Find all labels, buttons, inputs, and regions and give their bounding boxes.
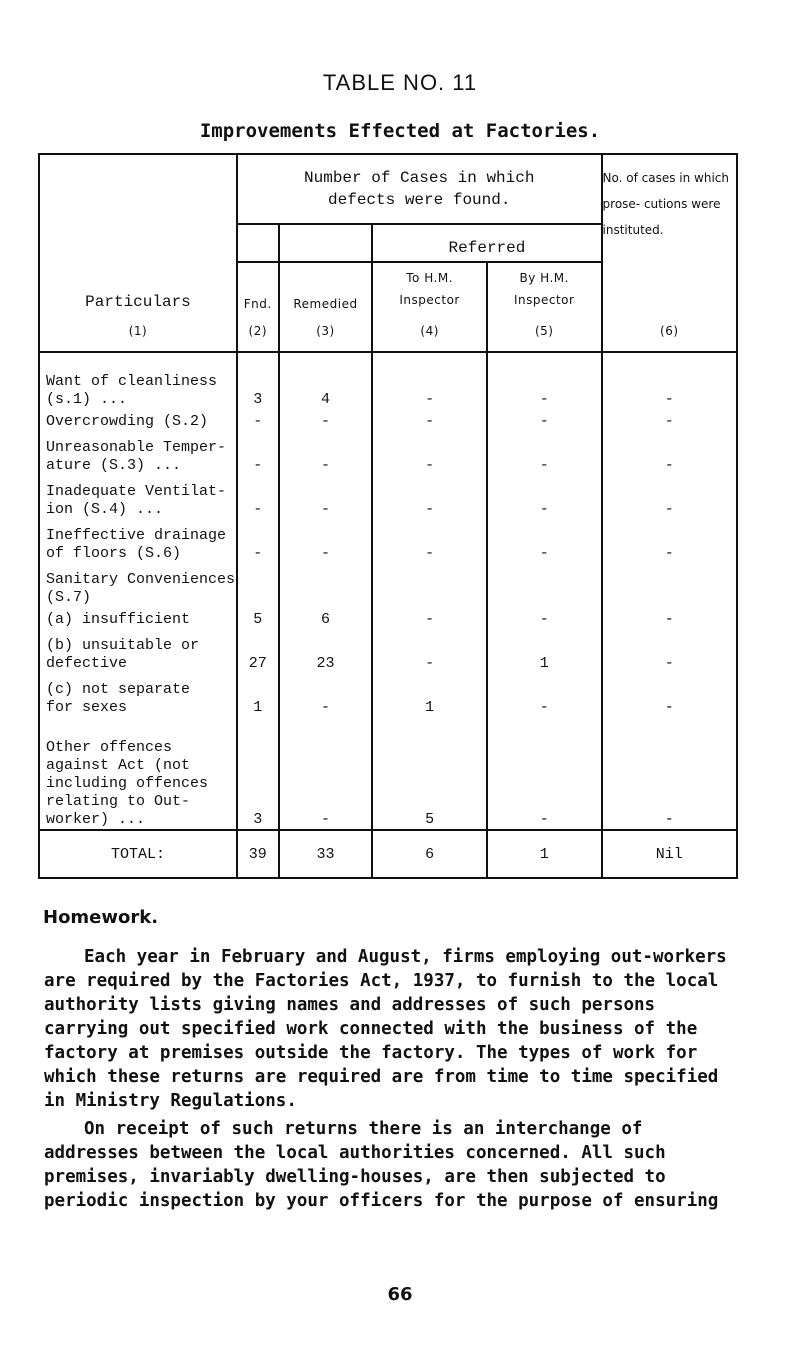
row-prosecutions: - [602, 519, 737, 563]
col-number-5: (5) [487, 311, 602, 352]
row-remedied: 4 [279, 352, 373, 409]
row-prosecutions: - [602, 607, 737, 629]
referred-header: Referred [372, 224, 601, 262]
row-by-hm: - [487, 519, 602, 563]
row-particular: Inadequate Ventilat- ion (S.4) ... [39, 475, 237, 519]
table-title: TABLE NO. 11 [322, 70, 478, 95]
particulars-header: Particulars [39, 154, 237, 311]
row-remedied: - [279, 519, 373, 563]
row-particular: (b) unsuitable or defective [39, 629, 237, 673]
page-number: 66 [387, 1284, 413, 1305]
row-to-hm: - [372, 409, 487, 431]
table-row [39, 673, 737, 717]
row-fnd: 27 [237, 629, 279, 673]
row-fnd: - [237, 519, 279, 563]
total-fnd: 39 [237, 830, 279, 878]
row-to-hm: 1 [372, 673, 487, 717]
row-fnd: - [237, 431, 279, 475]
row-prosecutions [602, 563, 737, 607]
row-remedied: - [279, 431, 373, 475]
row-to-hm: 5 [372, 717, 487, 830]
row-fnd: - [237, 409, 279, 431]
by-hm-inspector-header: By H.M. Inspector [487, 262, 602, 311]
fnd-header: Fnd. [237, 262, 279, 311]
total-prosecutions: Nil [602, 830, 737, 878]
row-remedied: - [279, 717, 373, 830]
row-particular: Ineffective drainage of floors (S.6) [39, 519, 237, 563]
row-to-hm: - [372, 519, 487, 563]
row-remedied: - [279, 475, 373, 519]
row-fnd: 3 [237, 352, 279, 409]
row-by-hm: - [487, 475, 602, 519]
row-remedied: - [279, 673, 373, 717]
col-number-2: (2) [237, 311, 279, 352]
row-fnd: 5 [237, 607, 279, 629]
row-by-hm: - [487, 431, 602, 475]
table-row [39, 352, 737, 409]
row-fnd: 1 [237, 673, 279, 717]
homework-paragraph-2: On receipt of such returns there is an interchange of addresses between the local authorities concerned. All such premises, invariably dwelling-houses, are then subjected to periodic inspection by your officers for the purpose of ensuring [44, 1119, 719, 1211]
row-by-hm: - [487, 352, 602, 409]
blank-cell [237, 224, 279, 262]
row-particular: (a) insufficient [39, 607, 237, 629]
col-number-6: (6) [602, 311, 737, 352]
row-to-hm: - [372, 431, 487, 475]
row-prosecutions: - [602, 475, 737, 519]
number-of-cases-header: Number of Cases in which defects were found. [237, 154, 602, 224]
remedied-header: Remedied [279, 262, 373, 311]
total-by-hm: 1 [487, 830, 602, 878]
table-row [39, 629, 737, 673]
col-number-4: (4) [372, 311, 487, 352]
improvements-table [38, 153, 738, 879]
homework-paragraph-1: Each year in February and August, firms employing out-workers are required by the Factories Act, 1937, to furnish to the local authority lists giving names and addresses of such persons carrying out specified work connected with the business of the factory at premises outside the factory. The types of work for which these returns are required are from time to time specified in Ministry Regulations. [44, 947, 727, 1111]
row-by-hm: 1 [487, 629, 602, 673]
total-remedied: 33 [279, 830, 373, 878]
row-prosecutions: - [602, 409, 737, 431]
row-by-hm: - [487, 673, 602, 717]
row-particular: Overcrowding (S.2) [39, 409, 237, 431]
blank-cell [279, 224, 373, 262]
row-to-hm: - [372, 629, 487, 673]
table-row [39, 563, 737, 607]
row-remedied [279, 563, 373, 607]
row-to-hm: - [372, 352, 487, 409]
row-fnd [237, 563, 279, 607]
row-particular: Unreasonable Temper- ature (S.3) ... [39, 431, 237, 475]
to-hm-inspector-header: To H.M. Inspector [372, 262, 487, 311]
row-prosecutions: - [602, 352, 737, 409]
col-number-1: (1) [39, 311, 237, 352]
table-row [39, 431, 737, 475]
row-fnd: - [237, 475, 279, 519]
prosecutions-header: No. of cases in which prose- cutions were instituted. [602, 154, 737, 311]
row-prosecutions: - [602, 629, 737, 673]
table-row [39, 607, 737, 629]
homework-heading: Homework. [43, 907, 159, 928]
table-row [39, 475, 737, 519]
table-subtitle: Improvements Effected at Factories. [199, 120, 601, 142]
col-number-3: (3) [279, 311, 373, 352]
row-to-hm [372, 563, 487, 607]
row-particular: Want of cleanliness (s.1) ... [39, 352, 237, 409]
row-remedied: - [279, 409, 373, 431]
row-prosecutions: - [602, 717, 737, 830]
row-by-hm: - [487, 409, 602, 431]
row-by-hm: - [487, 717, 602, 830]
row-remedied: 6 [279, 607, 373, 629]
row-by-hm: - [487, 607, 602, 629]
row-prosecutions: - [602, 431, 737, 475]
row-to-hm: - [372, 607, 487, 629]
total-to-hm: 6 [372, 830, 487, 878]
row-remedied: 23 [279, 629, 373, 673]
total-label: TOTAL: [39, 830, 237, 878]
table-row [39, 519, 737, 563]
row-prosecutions: - [602, 673, 737, 717]
table-row [39, 409, 737, 431]
row-by-hm [487, 563, 602, 607]
row-to-hm: - [372, 475, 487, 519]
row-particular: (c) not separate for sexes [39, 673, 237, 717]
row-fnd: 3 [237, 717, 279, 830]
table-row [39, 717, 737, 830]
row-particular: Other offences against Act (not including offences relating to Out- worker) ... [39, 717, 237, 830]
row-particular: Sanitary Conveniences (S.7) [39, 563, 237, 607]
